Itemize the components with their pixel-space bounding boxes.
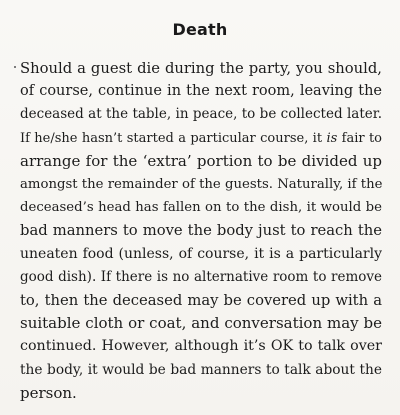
text-line: of course, continue in the next room, leaving the — [20, 83, 382, 100]
text-line: bad manners to move the body just to reach the — [20, 222, 382, 240]
text-line: arrange for the ‘extra’ portion to be divided up — [20, 151, 382, 170]
print-speck — [14, 66, 16, 68]
text-line: Should a guest die during the party, you should, — [20, 60, 382, 77]
text-line: to, then the deceased may be covered up with a — [20, 292, 382, 310]
text-line: suitable cloth or coat, and conversation may be — [20, 314, 382, 333]
text-line: person. — [20, 383, 77, 402]
text-line: uneaten food (unless, of course, it is a particularly — [20, 245, 382, 262]
text-line-with-emphasis — [20, 127, 382, 150]
body-paragraph — [20, 57, 382, 405]
emphasis-before: If he/she hasn’t started a particular course, it — [20, 130, 327, 146]
text-line: continued. However, although it’s OK to talk over — [20, 338, 382, 355]
text-line: deceased’s head has fallen on to the dish, it would be — [20, 200, 382, 216]
emphasis-after: fair to — [337, 130, 382, 146]
text-line: good dish). If there is no alternative room to remove — [20, 268, 382, 285]
section-heading: Death — [172, 20, 228, 39]
emphasized-word: is — [326, 130, 338, 146]
text-line: deceased at the table, in peace, to be collected later. — [20, 106, 382, 123]
text-line: the body, it would be bad manners to talk about the — [20, 361, 382, 378]
text-line: amongst the remainder of the guests. Naturally, if the — [20, 177, 383, 193]
